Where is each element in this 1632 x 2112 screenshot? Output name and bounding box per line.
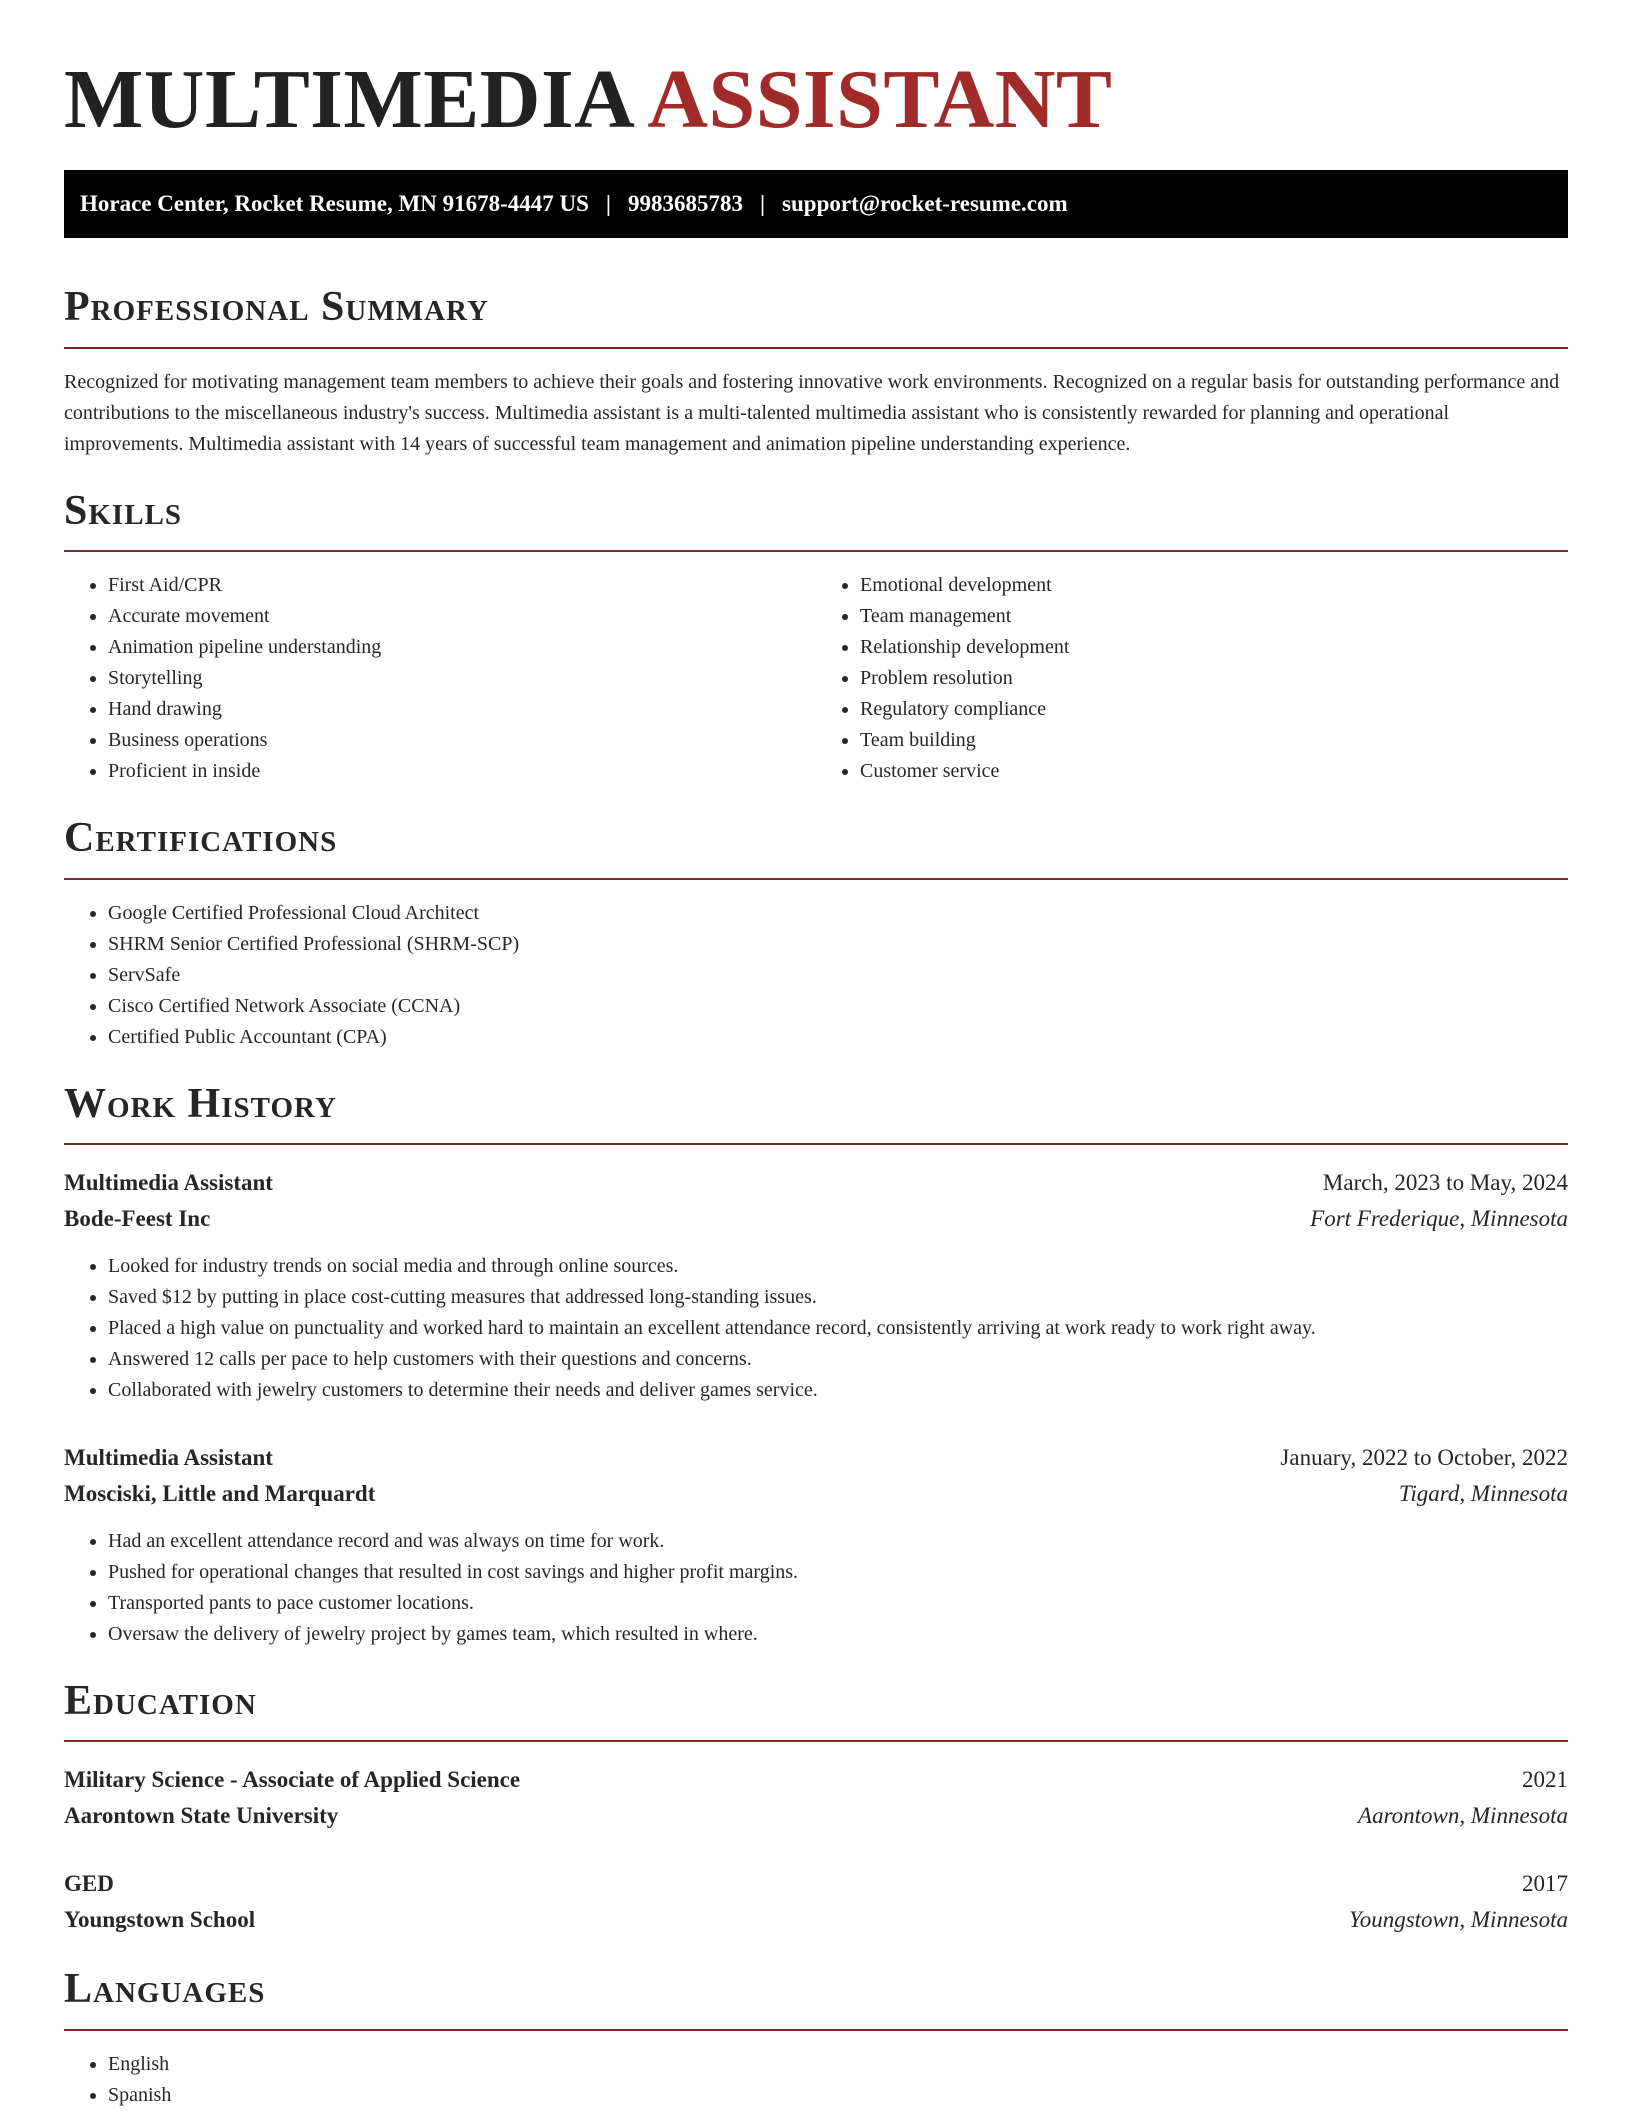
job-company-row — [64, 1201, 1568, 1237]
skill-item: • Team management — [860, 601, 1568, 632]
certifications-list — [64, 898, 1568, 1053]
language-item: • English — [108, 2049, 1568, 2080]
job-title: Multimedia Assistant — [64, 1444, 273, 1470]
skill-item: • Customer service — [860, 756, 1568, 787]
education-section — [64, 1676, 1568, 1938]
education-school-row — [64, 1798, 1568, 1834]
section-heading-work-history: Work History — [64, 1079, 1568, 1145]
languages-list — [64, 2049, 1568, 2111]
summary-text: Recognized for motivating management team members to achieve their goals and fostering innovative work environments. Recognized on a regular basis for outstanding performance and contributions to the miscellaneous industry's success. Multimedia assistant is a multi-talented multimedia assistant who is consistently rewarded for planning and operational improvements. Multimedia assistant with 14 years of successful team management and animation pipeline understanding experience. — [64, 370, 1560, 455]
job-dates: March, 2023 to May, 2024 — [1322, 1169, 1568, 1195]
job-bullet: • Transported pants to pace customer locations. — [108, 1588, 1568, 1619]
education-entry — [64, 1762, 1568, 1834]
job-entry — [64, 1440, 1568, 1650]
skills-columns — [64, 552, 1568, 787]
job-bullet: • Placed a high value on punctuality and worked hard to maintain an excellent attendance record, consistently arriving at work ready to work right away. — [108, 1313, 1568, 1344]
job-company: Mosciski, Little and Marquardt — [64, 1480, 376, 1506]
skills-list-right — [816, 570, 1568, 787]
certifications-section — [64, 813, 1568, 1052]
job-company-row — [64, 1476, 1568, 1512]
job-company: Bode-Feest Inc — [64, 1205, 211, 1231]
job-bullet: • Answered 12 calls per pace to help customers with their questions and concerns. — [108, 1344, 1568, 1375]
skill-item: • First Aid/CPR — [108, 570, 816, 601]
job-location: Fort Frederique, Minnesota — [1310, 1205, 1568, 1231]
education-location: Aarontown, Minnesota — [1358, 1803, 1568, 1829]
section-heading-education: Education — [64, 1676, 1568, 1742]
title-second-word: ASSISTANT — [647, 53, 1113, 146]
skills-section — [64, 486, 1568, 787]
job-location: Tigard, Minnesota — [1398, 1480, 1568, 1506]
skill-item: • Storytelling — [108, 663, 816, 694]
skill-item: • Emotional development — [860, 570, 1568, 601]
skill-item: • Accurate movement — [108, 601, 816, 632]
contact-separator: | — [605, 191, 611, 217]
education-year: 2017 — [1522, 1871, 1568, 1897]
skill-item: • Team building — [860, 725, 1568, 756]
skills-list-left — [64, 570, 816, 787]
education-location: Youngstown, Minnesota — [1349, 1907, 1568, 1933]
section-heading-skills: Skills — [64, 486, 1568, 552]
summary-section — [64, 282, 1568, 459]
job-dates: January, 2022 to October, 2022 — [1280, 1444, 1568, 1470]
section-heading-languages: Languages — [64, 1964, 1568, 2030]
job-bullet: • Oversaw the delivery of jewelry project by games team, which resulted in where. — [108, 1619, 1568, 1650]
contact-email: support@rocket-resume.com — [782, 191, 1068, 217]
skill-item: • Animation pipeline understanding — [108, 632, 816, 663]
certification-item: • Cisco Certified Network Associate (CCNA) — [108, 991, 1568, 1022]
education-year: 2021 — [1522, 1767, 1568, 1793]
certification-item: • ServSafe — [108, 960, 1568, 991]
contact-separator: | — [759, 191, 766, 217]
education-degree: GED — [64, 1871, 114, 1897]
title-first-word: MULTIMEDIA — [64, 53, 636, 146]
education-school: Youngstown School — [64, 1907, 256, 1933]
skill-item: • Relationship development — [860, 632, 1568, 663]
contact-bar — [64, 170, 1568, 238]
certification-item: • Certified Public Accountant (CPA) — [108, 1022, 1568, 1053]
work-history-section — [64, 1079, 1568, 1650]
skill-item: • Problem resolution — [860, 663, 1568, 694]
certification-item: • Google Certified Professional Cloud Architect — [108, 898, 1568, 929]
education-degree: Military Science - Associate of Applied Science — [64, 1767, 521, 1793]
skill-item: • Hand drawing — [108, 694, 816, 725]
job-title-row — [64, 1165, 1568, 1201]
education-degree-row — [64, 1762, 1568, 1798]
education-entry — [64, 1866, 1568, 1938]
certification-item: • SHRM Senior Certified Professional (SHRM-SCP) — [108, 929, 1568, 960]
job-bullet: • Collaborated with jewelry customers to determine their needs and deliver games service. — [108, 1375, 1568, 1406]
skill-item: • Business operations — [108, 725, 816, 756]
contact-phone: 9983685783 — [627, 191, 743, 217]
job-bullet: • Had an excellent attendance record and was always on time for work. — [108, 1526, 1568, 1557]
job-bullet: • Looked for industry trends on social media and through online sources. — [108, 1251, 1568, 1282]
education-school: Aarontown State University — [64, 1803, 339, 1829]
job-bullets — [64, 1526, 1568, 1650]
job-bullet: • Pushed for operational changes that resulted in cost savings and higher profit margins. — [108, 1557, 1568, 1588]
job-title-row — [64, 1440, 1568, 1476]
resume-title — [64, 54, 1568, 146]
language-item: • Spanish — [108, 2080, 1568, 2111]
section-heading-summary: Professional Summary — [64, 282, 1568, 348]
skill-item: • Proficient in inside — [108, 756, 816, 787]
contact-address: Horace Center, Rocket Resume, MN 91678-4447 US — [80, 191, 589, 217]
section-heading-certifications: Certifications — [64, 813, 1568, 879]
education-degree-row — [64, 1866, 1568, 1902]
education-school-row — [64, 1902, 1568, 1938]
job-entry — [64, 1165, 1568, 1406]
languages-section — [64, 1964, 1568, 2110]
job-bullets — [64, 1251, 1568, 1406]
job-bullet: • Saved $12 by putting in place cost-cutting measures that addressed long-standing issues. — [108, 1282, 1568, 1313]
skill-item: • Regulatory compliance — [860, 694, 1568, 725]
job-title: Multimedia Assistant — [64, 1169, 273, 1195]
